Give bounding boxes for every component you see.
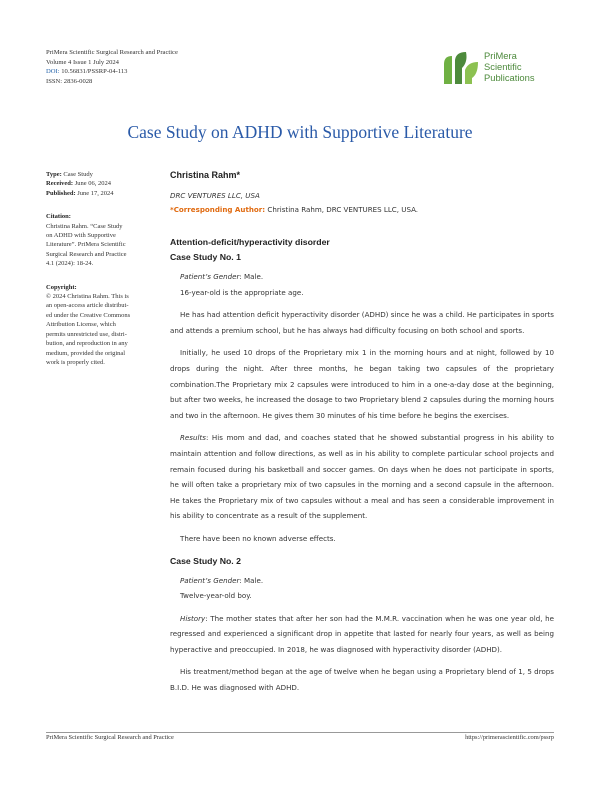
published-label: Published:: [46, 189, 76, 197]
history-text: : The mother states that after her son had the M.M.R. vaccination when he was one year old, he regressed and experienced a significant drop in appetite that lasted for nearly four years, as well as being hyperactive and preoccupied. In 2018, he was diagnosed with hyperactivity disorder (ADHD).: [170, 613, 554, 654]
article-dates: [46, 170, 154, 198]
copyright-line: © 2024 Christina Rahm. This is: [46, 293, 129, 301]
logo-text: [484, 50, 535, 83]
gender-value: : Male.: [239, 575, 264, 585]
case2-age: Twelve-year-old boy.: [180, 591, 252, 601]
publisher-logo: [442, 48, 562, 88]
copyright-line: bution, and reproduction in any: [46, 340, 128, 348]
gender-label: Patient’s Gender: [180, 575, 240, 585]
copyright-line: work is properly cited.: [46, 358, 105, 366]
citation-line: Christina Rahm. “Case Study: [46, 222, 123, 230]
logo-line-1: PriMera: [484, 50, 517, 61]
logo-line-3: Publications: [484, 72, 535, 83]
type-label: Type:: [46, 171, 62, 178]
case2-heading: Case Study No. 2: [170, 555, 241, 566]
case1-paragraph-2: Initially, he used 10 drops of the Proprietary mix 1 in the morning hours and at night, followed by 10 drops during the night. After three months, he began taking two capsules of the proprietary combination.The Proprietary mix 2 capsules were introduced to him in a one-a-day dose at the beginning, but after two weeks, he increased the dosage to two Proprietary blend 2 capsules during the morning hours and two in the afternoon. He gives them 30 minutes of his time before he begins the exercises.: [170, 348, 554, 420]
received-value: June 06, 2024: [74, 180, 111, 188]
citation-line: Surgical Research and Practice: [46, 250, 127, 258]
doi-value[interactable]: 10.56831/PSSRP-04-113: [61, 68, 128, 76]
doi-label: DOI:: [46, 68, 60, 76]
footer-journal: PriMera Scientific Surgical Research and Practice: [46, 734, 174, 741]
case2-treatment: His treatment/method began at the age of twelve when he began using a Proprietary blend of 1, 5 drops B.I.D. He was diagnosed with ADHD.: [170, 667, 554, 693]
journal-info: [46, 48, 178, 86]
author-affiliation: DRC VENTURES LLC, USA: [170, 191, 260, 200]
case1-adverse-effects: There have been no known adverse effects.: [180, 533, 336, 543]
citation-line: Literature”. PriMera Scientific: [46, 241, 126, 249]
case1-paragraph-1: He has had attention deficit hyperactivity disorder (ADHD) since he was a child. He participates in sports and attends a premium school, but he has always had difficulty focusing on both school and sports.: [170, 310, 554, 335]
type-value: Case Study: [63, 171, 93, 178]
case1-age: 16-year-old is the appropriate age.: [180, 287, 304, 297]
corresponding-value: Christina Rahm, DRC VENTURES LLC, USA.: [267, 205, 419, 214]
footer-url[interactable]: https://primerascientific.com/pssrp: [465, 734, 554, 741]
logo-line-2: Scientific: [484, 61, 522, 72]
article-sidebar: [46, 170, 154, 381]
journal-volume: Volume 4 Issue 1 July 2024: [46, 58, 119, 66]
case1-heading: Case Study No. 1: [170, 252, 241, 262]
published-value: June 17, 2024: [77, 189, 114, 197]
citation-line: 4.1 (2024): 18-24.: [46, 260, 94, 268]
article-body: [170, 168, 554, 696]
copyright-block: [46, 283, 154, 368]
citation-label: Citation:: [46, 213, 71, 221]
results-label: Results: [180, 433, 206, 443]
case2-gender: [170, 573, 554, 589]
citation-block: [46, 212, 154, 268]
copyright-line: Attribution License, which: [46, 321, 116, 329]
journal-name: PriMera Scientific Surgical Research and Practice: [46, 49, 178, 56]
copyright-line: ed under the Creative Commons: [46, 311, 131, 319]
journal-doi[interactable]: [46, 67, 178, 77]
gender-label: Patient’s Gender: [180, 272, 240, 281]
section-heading: Attention-deficit/hyperactivity disorder: [170, 237, 330, 247]
case1-results: [170, 430, 554, 524]
copyright-line: an open-access article distribut-: [46, 302, 129, 310]
article-title: Case Study on ADHD with Supportive Literature: [127, 122, 473, 142]
case1-gender: [170, 269, 554, 285]
results-text: : His mom and dad, and coaches stated that he showed substantial progress in his ability to maintain attention and follow directions, as well as in his ability to complete particular school projects and remain focused during his basketball and soccer games. On days when he does not participate in sports, he will often take a proprietary mix of two capsules in the morning and a second capsule in the afternoon. He takes the Proprietary mix of two capsules without a meal and has seen a considerable improvement in his ability to concentrate as a result of the supplement.: [170, 433, 554, 521]
corresponding-author: [170, 203, 554, 217]
gender-value: : Male.: [239, 272, 264, 281]
journal-issn: ISSN: 2836-0028: [46, 77, 93, 85]
author-name: Christina Rahm*: [170, 170, 241, 180]
received-label: Received:: [46, 180, 74, 188]
copyright-label: Copyright:: [46, 283, 77, 291]
corresponding-label: *Corresponding Author:: [170, 205, 266, 214]
copyright-line: permits unrestricted use, distri-: [46, 330, 127, 338]
history-label: History: [180, 613, 206, 623]
case2-history: [170, 611, 554, 658]
footer-divider: [46, 732, 554, 733]
leaf-logo-icon: [442, 50, 480, 86]
copyright-line: medium, provided the original: [46, 349, 126, 357]
citation-line: on ADHD with Supportive: [46, 232, 116, 240]
